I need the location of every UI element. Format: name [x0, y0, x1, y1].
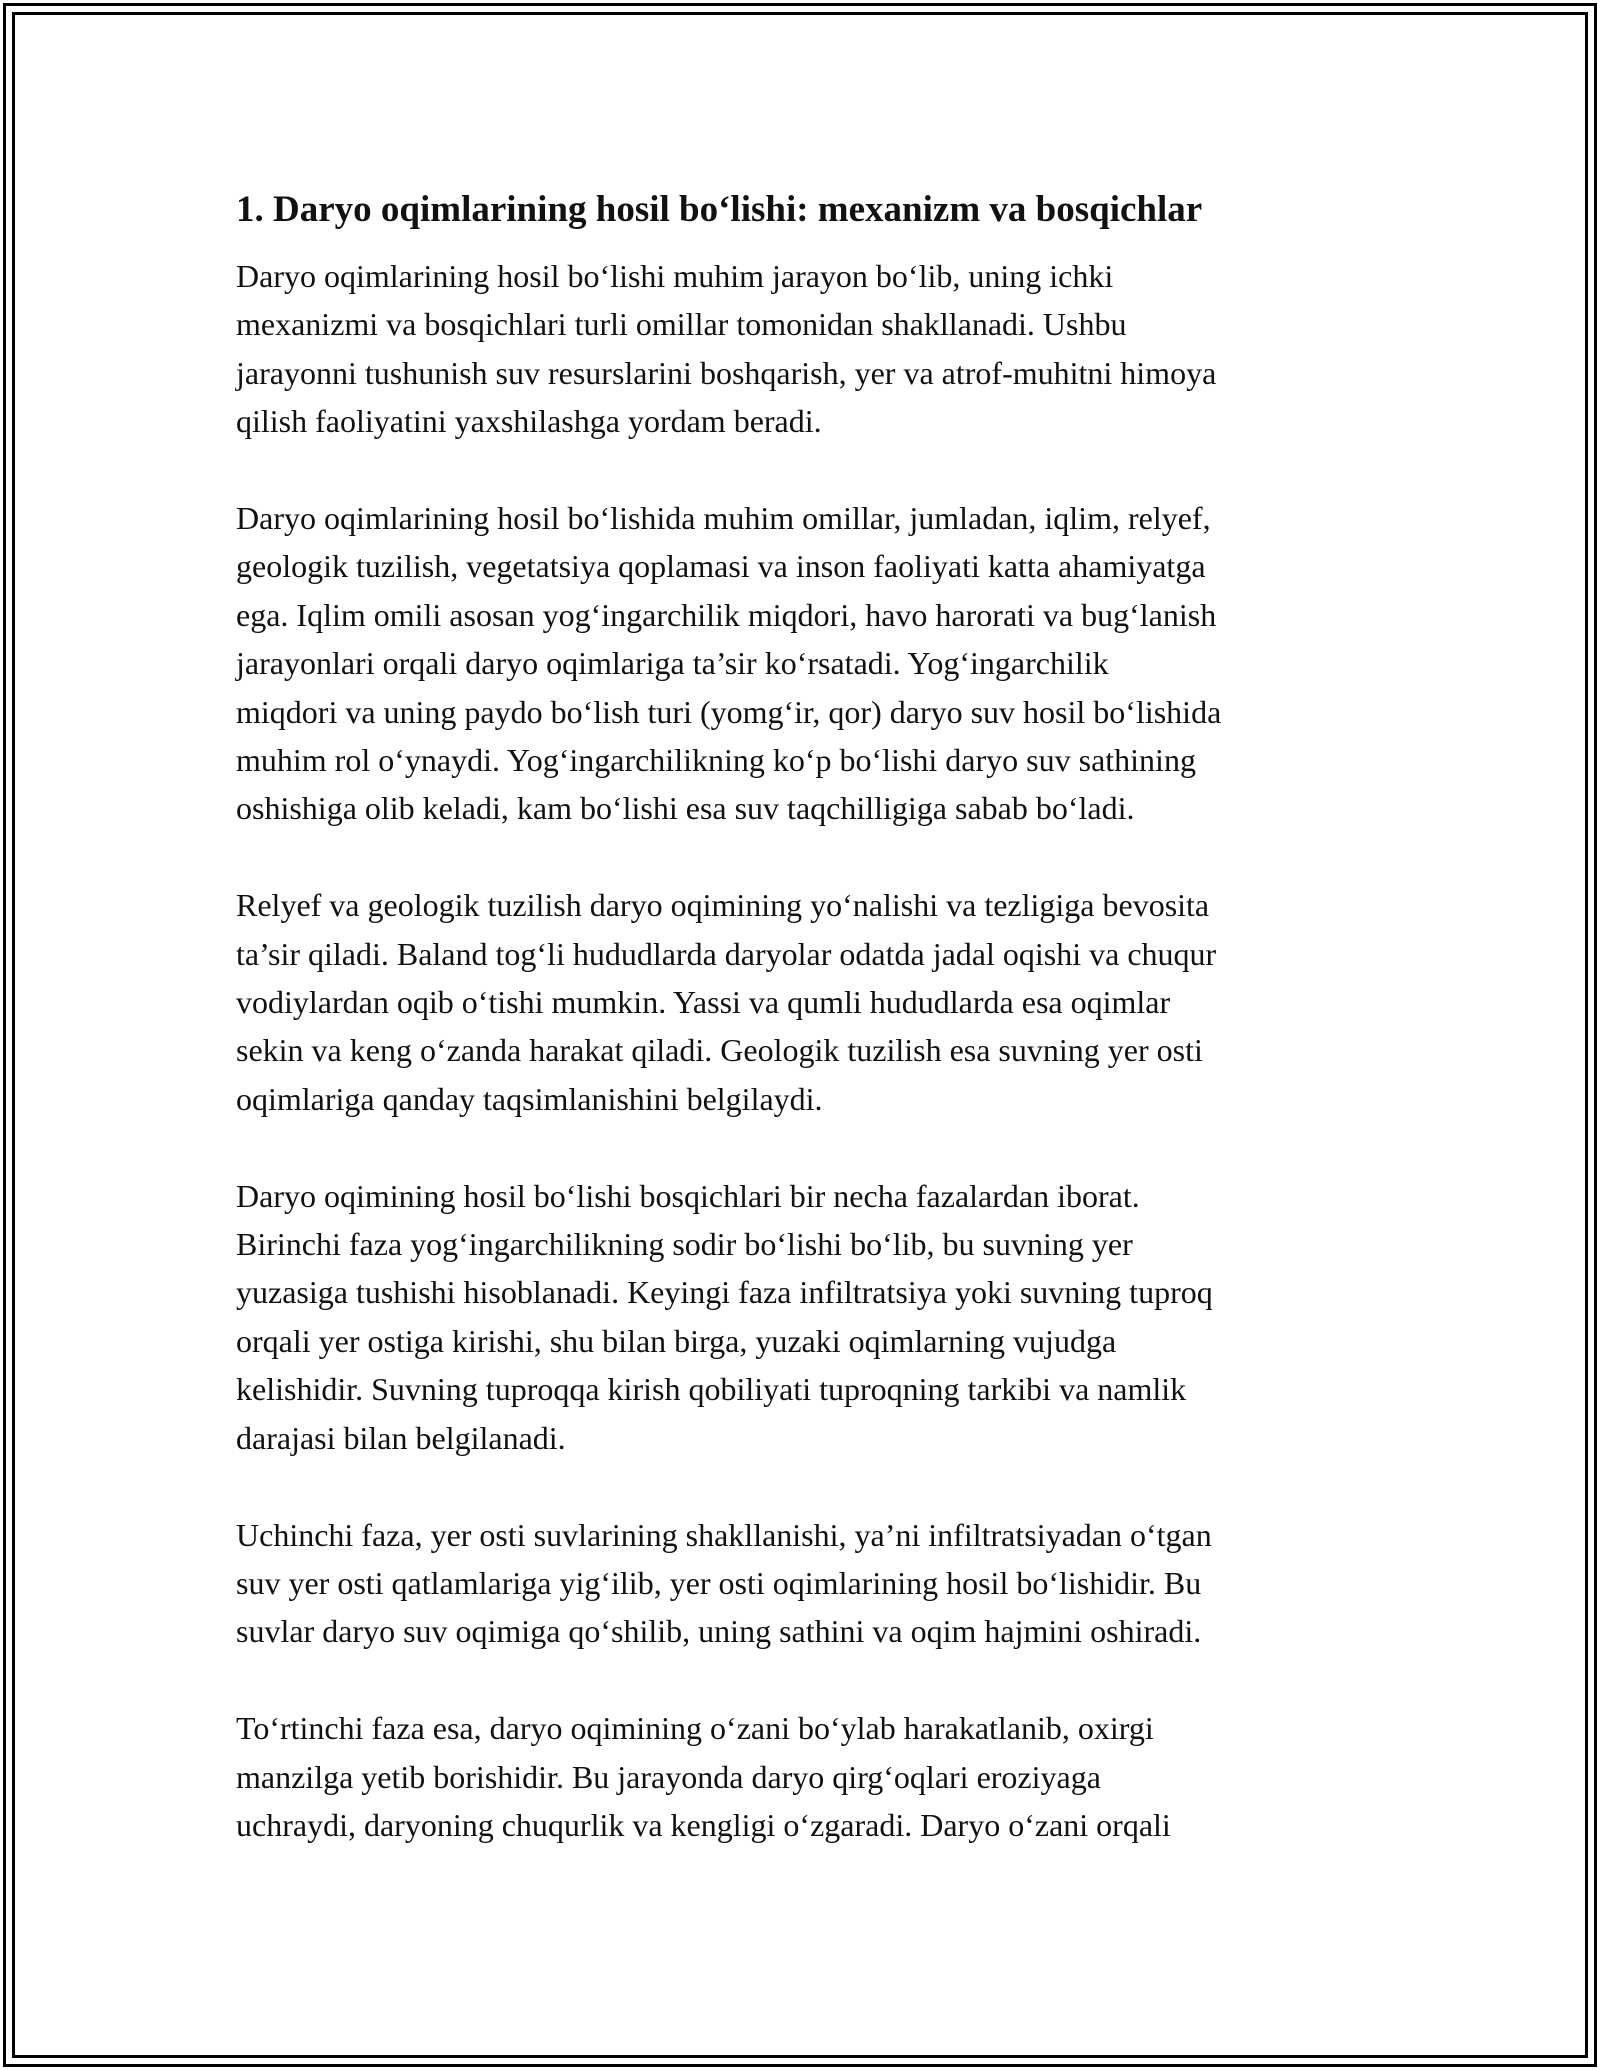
text-line: qilish faoliyatini yaxshilashga yordam beradi. — [236, 403, 822, 440]
text-line: kelishidir. Suvning tuproqqa kirish qobiliyati tuproqning tarkibi va namlik — [236, 1371, 1187, 1408]
paragraph-3 — [236, 881, 1376, 1123]
text-line: ta’sir qiladi. Baland tog‘li hududlarda daryolar odatda jadal oqishi va chuqur — [236, 935, 1217, 972]
text-line: Relyef va geologik tuzilish daryo oqimining yo‘nalishi va tezligiga bevosita — [236, 887, 1210, 924]
paragraph-5 — [236, 1511, 1376, 1656]
document-body — [236, 186, 1376, 1898]
text-line: geologik tuzilish, vegetatsiya qoplamasi va inson faoliyati katta ahamiyatga — [236, 548, 1206, 585]
text-line: Uchinchi faza, yer osti suvlarining shakllanishi, ya’ni infiltratsiyadan o‘tgan — [236, 1516, 1212, 1553]
paragraph-1 — [236, 252, 1376, 446]
paragraph-2 — [236, 494, 1376, 833]
text-line: jarayonni tushunish suv resurslarini boshqarish, yer va atrof-muhitni himoya — [236, 354, 1217, 391]
text-line: suv yer osti qatlamlariga yig‘ilib, yer osti oqimlarining hosil bo‘lishidir. Bu — [236, 1564, 1202, 1601]
text-line: jarayonlari orqali daryo oqimlariga ta’sir ko‘rsatadi. Yog‘ingarchilik — [236, 645, 1109, 682]
text-line: muhim rol o‘ynaydi. Yog‘ingarchilikning ko‘p bo‘lishi daryo suv sathining — [236, 742, 1196, 779]
text-line: orqali yer ostiga kirishi, shu bilan birga, yuzaki oqimlarning vujudga — [236, 1322, 1117, 1359]
text-line: Daryo oqimining hosil bo‘lishi bosqichlari bir necha fazalardan iborat. — [236, 1177, 1140, 1214]
text-line: darajasi bilan belgilanadi. — [236, 1419, 566, 1456]
text-line: vodiylardan oqib o‘tishi mumkin. Yassi va qumli hududlarda esa oqimlar — [236, 984, 1171, 1021]
text-line: ega. Iqlim omili asosan yog‘ingarchilik miqdori, havo harorati va bug‘lanish — [236, 596, 1217, 633]
text-line: miqdori va uning paydo bo‘lish turi (yomg‘ir, qor) daryo suv hosil bo‘lishida — [236, 693, 1222, 730]
text-line: uchraydi, daryoning chuqurlik va kengligi o‘zgaradi. Daryo o‘zani orqali — [236, 1806, 1171, 1843]
text-line: sekin va keng o‘zanda harakat qiladi. Geologik tuzilish esa suvning yer osti — [236, 1032, 1203, 1069]
text-line: suvlar daryo suv oqimiga qo‘shilib, uning sathini va oqim hajmini oshiradi. — [236, 1613, 1202, 1650]
text-line: oshishiga olib keladi, kam bo‘lishi esa suv taqchilligiga sabab bo‘ladi. — [236, 790, 1135, 827]
text-line: oqimlariga qanday taqsimlanishini belgilaydi. — [236, 1080, 823, 1117]
text-line: Birinchi faza yog‘ingarchilikning sodir bo‘lishi bo‘lib, bu suvning yer — [236, 1226, 1133, 1263]
paragraph-6 — [236, 1704, 1376, 1849]
text-line: Daryo oqimlarining hosil bo‘lishi muhim jarayon bo‘lib, uning ichki — [236, 258, 1114, 294]
text-line: mexanizmi va bosqichlari turli omillar tomonidan shakllanadi. Ushbu — [236, 306, 1127, 343]
section-heading: 1. Daryo oqimlarining hosil bo‘lishi: mexanizm va bosqichlar — [236, 189, 1203, 230]
text-line: manzilga yetib borishidir. Bu jarayonda daryo qirg‘oqlari eroziyaga — [236, 1758, 1101, 1795]
text-line: To‘rtinchi faza esa, daryo oqimining o‘zani bo‘ylab harakatlanib, oxirgi — [236, 1710, 1154, 1747]
text-line: Daryo oqimlarining hosil bo‘lishida muhim omillar, jumladan, iqlim, relyef, — [236, 500, 1211, 537]
paragraph-4 — [236, 1172, 1376, 1462]
text-line: yuzasiga tushishi hisoblanadi. Keyingi faza infiltratsiya yoki suvning tuproq — [236, 1274, 1213, 1311]
